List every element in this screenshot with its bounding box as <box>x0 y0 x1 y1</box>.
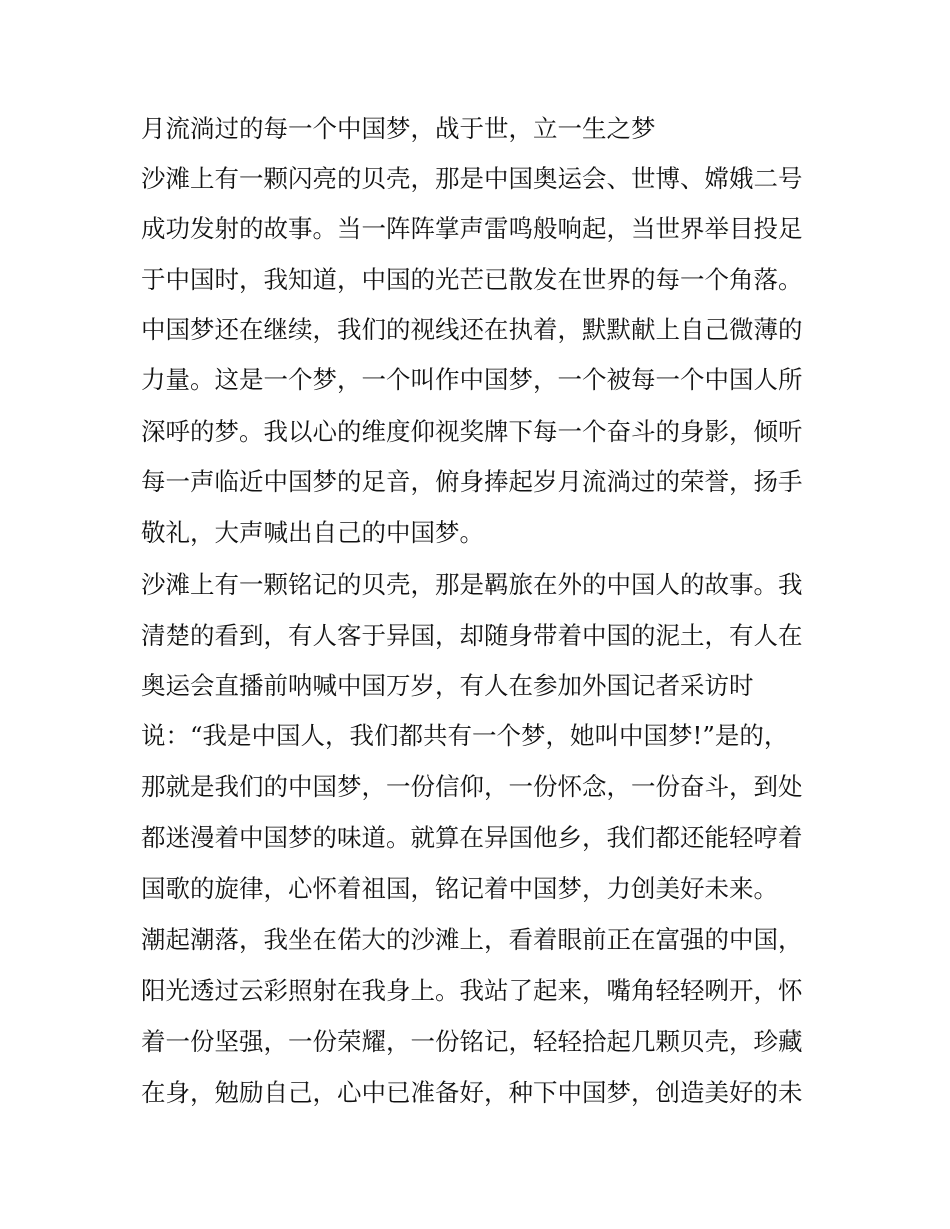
text-line: 每一声临近中国梦的足音，俯身捧起岁月流淌过的荣誉，扬手 <box>141 467 803 496</box>
text-line: 潮起潮落，我坐在偌大的沙滩上，看着眼前正在富强的中国， <box>141 925 803 954</box>
text-line: 国歌的旋律，心怀着祖国，铭记着中国梦，力创美好未来。 <box>141 874 778 903</box>
text-line: 力量。这是一个梦，一个叫作中国梦，一个被每一个中国人所 <box>141 365 803 394</box>
text-line: 成功发射的故事。当一阵阵掌声雷鸣般响起，当世界举目投足 <box>141 214 803 243</box>
text-line: 沙滩上有一颗闪亮的贝壳，那是中国奥运会、世博、嫦娥二号 <box>141 164 803 193</box>
text-line: 清楚的看到，有人客于异国，却随身带着中国的泥土，有人在 <box>141 621 803 650</box>
text-line: 于中国时，我知道，中国的光芒已散发在世界的每一个角落。 <box>141 265 803 294</box>
text-line: 阳光透过云彩照射在我身上。我站了起来，嘴角轻轻咧开，怀 <box>141 976 803 1005</box>
text-line: 着一份坚强，一份荣耀，一份铭记，轻轻拾起几颗贝壳，珍藏 <box>141 1027 803 1056</box>
text-line: 奥运会直播前呐喊中国万岁，有人在参加外国记者采访时 <box>141 671 754 700</box>
text-line: 敬礼，大声喊出自己的中国梦。 <box>141 518 484 547</box>
text-line: 月流淌过的每一个中国梦，战于世，立一生之梦 <box>141 114 656 143</box>
text-line: 都迷漫着中国梦的味道。就算在异国他乡，我们都还能轻哼着 <box>141 823 803 852</box>
text-line: 沙滩上有一颗铭记的贝壳，那是羁旅在外的中国人的故事。我 <box>141 570 803 599</box>
text-line: 在身，勉励自己，心中已准备好，种下中国梦，创造美好的未 <box>141 1078 803 1107</box>
text-line: 那就是我们的中国梦，一份信仰，一份怀念，一份奋斗，到处 <box>141 772 803 801</box>
text-line: 中国梦还在继续，我们的视线还在执着，默默献上自己微薄的 <box>141 315 803 344</box>
text-line: 深呼的梦。我以心的维度仰视奖牌下每一个奋斗的身影，倾听 <box>141 417 803 446</box>
text-line: 说：“我是中国人，我们都共有一个梦，她叫中国梦!”是的， <box>141 721 789 750</box>
